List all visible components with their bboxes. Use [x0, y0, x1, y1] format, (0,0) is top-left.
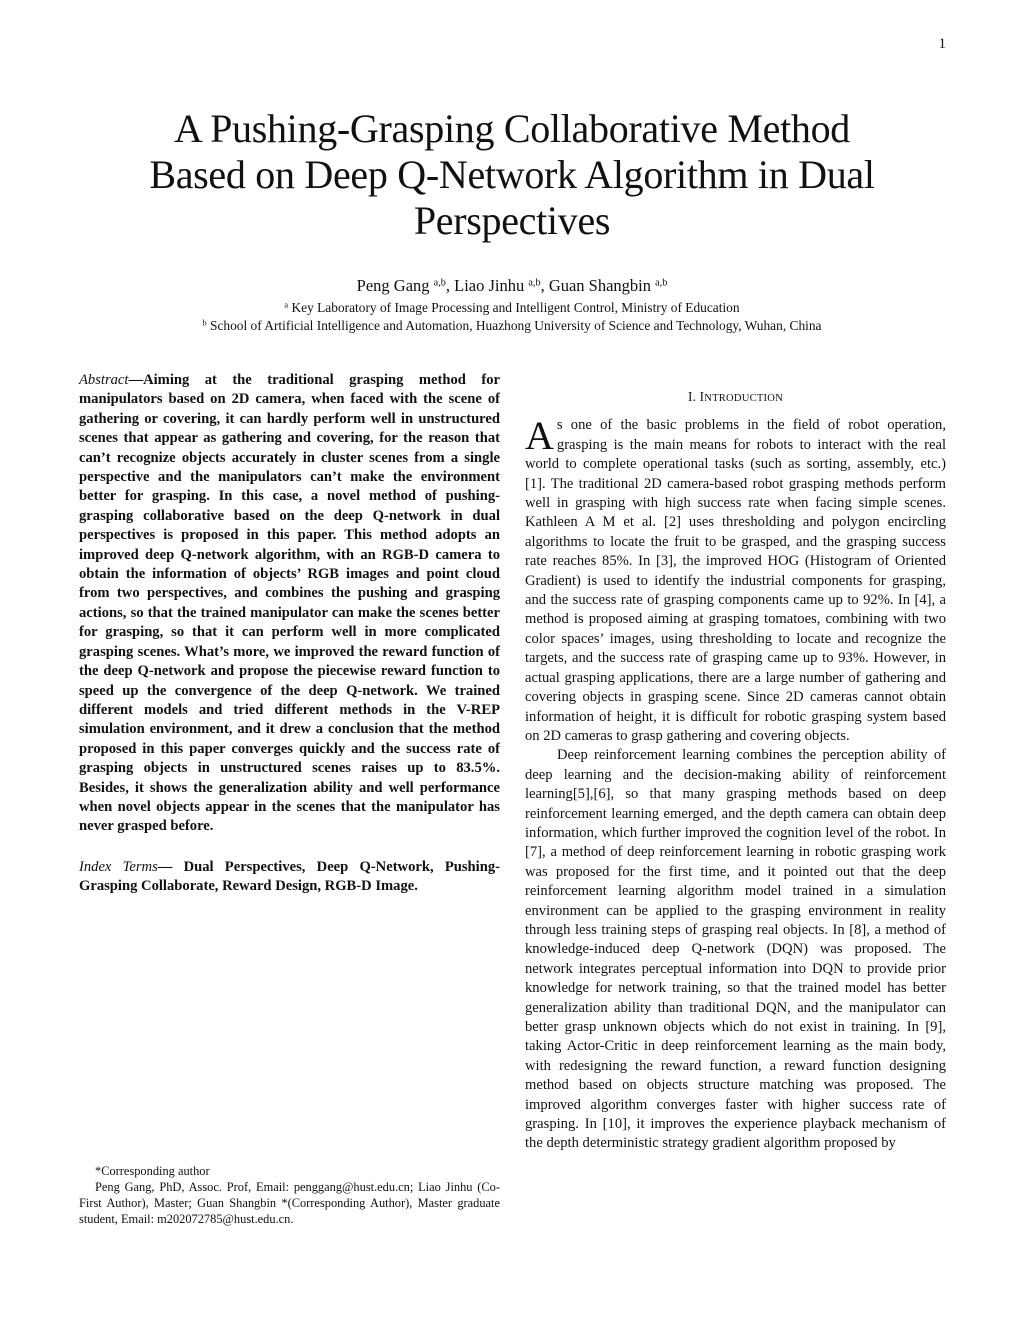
index-terms — [79, 858, 500, 897]
author-name: Liao Jinhu — [454, 276, 525, 295]
intro-paragraph-text: s one of the basic problems in the field of robot operation, grasping is the main means for robots to interact with the real world to complete operational tasks (such as sorting, assembly, etc.) [1]. The traditional 2D camera-based robot grasping methods perform well in grasping with high success rate when facing simple scenes. Kathleen A M et al. [2] uses thresholding and polygon encircling algorithms to locate the fruit to be grasped, and the grasping success rate reaches 85%. In [3], the improved HOG (Histogram of Oriented Gradient) is used to identify the industrial components for grasping, and the success rate of grasping components came up to 92%. In [4], a method is proposed aiming at grasping tomatoes, combining with two color spaces’ images, using thresholding to locate and recognize the targets, and the success rate of grasping came up to 93%. However, in actual grasping applications, there are a large number of gathering and covering objects in grasping scene. Since 2D cameras cannot obtain information of height, it is difficult for robotic grasping system based on 2D cameras to grasp gathering and covering objects. — [525, 417, 946, 744]
author-affil-mark: a,b — [528, 277, 541, 289]
intro-paragraph: Deep reinforcement learning combines the perception ability of deep learning and the decision-making ability of reinforcement learning[5],[6], so that many grasping methods based on deep reinforcement learning emerged, and the depth camera can obtain deep information, which further improved the cognition level of the robot. In [7], a method of deep reinforcement learning in robotic grasping work was proposed for the first time, and it pointed out that the deep reinforcement learning algorithm model trained in a simulation environment can be applied to the grasping environment in reality through less training steps of grasping real objects. In [8], a method of knowledge-induced deep Q-network (DQN) was proposed. The network integrates perceptual information into DQN to provide prior knowledge for network training, so that the trained model has better generalization ability than traditional DQN, and the manipulator can better grasp unknown objects which do not exist in training. In [9], taking Actor-Critic in deep reinforcement learning as the main body, with redesigning the reward function, a reward function designing method based on objects structure matching was proposed. The improved algorithm converges faster with higher success rate of grasping. In [10], it improves the experience playback mechanism of the depth deterministic strategy gradient algorithm proposed by — [525, 747, 946, 1152]
index-terms-text: Dual Perspectives, Deep Q-Network, Pushing-Grasping Collaborate, Reward Design, RGB-D Image. — [79, 858, 501, 895]
affiliation-mark: a — [284, 300, 289, 310]
author-separator: , — [445, 276, 455, 295]
footnote-details: Peng Gang, PhD, Assoc. Prof, Email: penggang@hust.edu.cn; Liao Jinhu (Co-First Author), Master; Guan Shangbin *(Corresponding Author), Master graduate student, Email: m202072785@hust.edu.cn. — [79, 1180, 500, 1226]
section-heading-initial: I — [699, 389, 705, 404]
author-affil-mark: a,b — [433, 277, 446, 289]
author-affil-mark: a,b — [655, 277, 668, 289]
index-terms-dash: — — [157, 858, 184, 875]
author-list — [0, 276, 1024, 296]
footnote-corresponding: *Corresponding author — [95, 1164, 210, 1178]
footnote — [79, 1163, 500, 1227]
paper-title — [0, 106, 1024, 244]
intro-paragraph — [525, 413, 946, 746]
affiliation-mark: b — [202, 318, 207, 328]
abstract — [79, 371, 500, 837]
section-number: I. — [688, 389, 697, 404]
affiliation-a — [0, 300, 1024, 316]
right-column — [525, 387, 946, 1154]
abstract-text: Aiming at the traditional grasping method for manipulators based on 2D camera, when faced with the scene of gathering or covering, it can hardly perform well in unstructured scenes that appear as gathering and covering, for the reason that can’t recognize objects accurately in cluster scenes from a single perspective and the manipulators can’t make the environment better for grasping. In this case, a novel method of pushing-grasping collaborative based on the deep Q-network in dual perspectives is proposed in this paper. This method adopts an improved deep Q-network algorithm, with an RGB-D camera to obtain the information of objects’ RGB images and point cloud from two perspectives, and combines the pushing and grasping actions, so that the trained manipulator can make the scenes better for grasping, so that it can perform well in more complicated grasping scenes. What’s more, we improved the reward function of the deep Q-network and propose the piecewise reward function to speed up the convergence of the deep Q-network. We trained different models and tried different methods in the V-REP simulation environment, and it drew a conclusion that the method proposed in this paper converges quickly and the success rate of grasping objects in unstructured scenes raises up to 83.5%. Besides, it shows the generalization ability and well performance when novel objects appear in the scenes that the manipulator has never grasped before. — [79, 372, 500, 835]
author-name: Peng Gang — [356, 276, 430, 295]
index-terms-label: Index Terms — [79, 858, 158, 875]
section-heading-rest: NTRODUCTION — [704, 393, 783, 404]
author-name: Guan Shangbin — [548, 276, 652, 295]
abstract-label: Abstract — [79, 372, 129, 388]
affiliation-text: Key Laboratory of Image Processing and Intelligent Control, Ministry of Education — [291, 300, 740, 315]
page-number: 1 — [938, 36, 946, 52]
section-heading-introduction — [525, 387, 946, 408]
title-line: Based on Deep Q-Network Algorithm in Dual — [149, 152, 875, 197]
affiliation-text: School of Artificial Intelligence and Automation, Huazhong University of Science and Technology, Wuhan, China — [210, 318, 822, 333]
title-line: Perspectives — [413, 198, 611, 243]
abstract-dash: — — [128, 372, 144, 388]
author-separator: , — [540, 276, 549, 295]
title-line: A Pushing-Grasping Collaborative Method — [173, 106, 850, 151]
affiliation-b — [0, 318, 1024, 334]
drop-cap: A — [525, 413, 554, 459]
left-column — [79, 371, 500, 897]
